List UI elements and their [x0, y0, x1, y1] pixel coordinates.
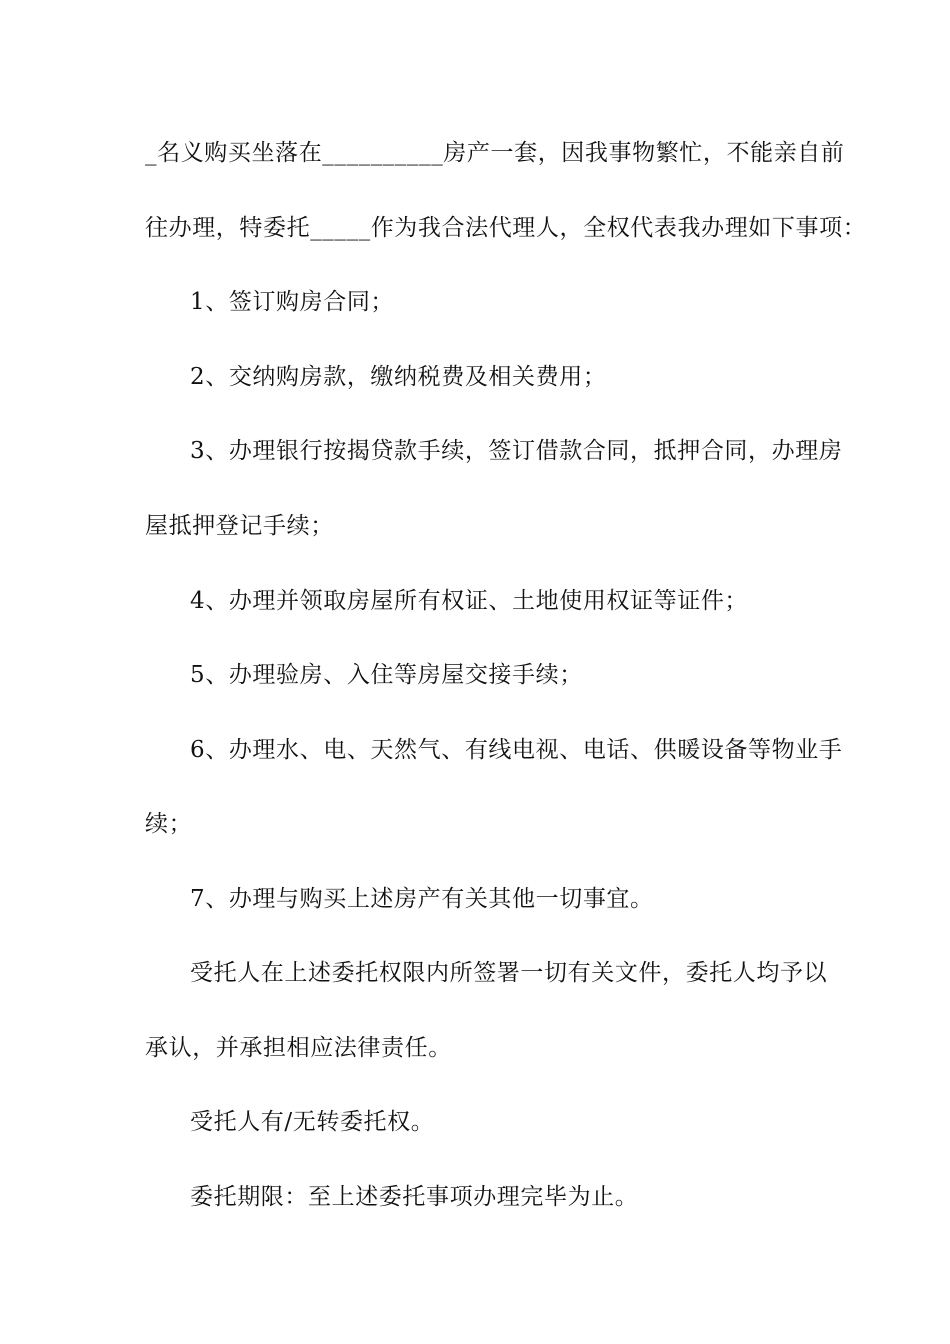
paragraph-line: 承认，并承担相应法律责任。: [145, 1035, 452, 1061]
list-item: 5、办理验房、入住等房屋交接手续；: [190, 662, 583, 688]
list-item: 3、办理银行按揭贷款手续，签订借款合同，抵押合同，办理房: [190, 438, 843, 464]
paragraph-line: 委托期限：至上述委托事项办理完毕为止。: [190, 1184, 639, 1210]
list-item-continuation: 续；: [145, 811, 193, 837]
list-item: 2、交纳购房款，缴纳税费及相关费用；: [190, 364, 607, 390]
list-item: 7、办理与购买上述房产有关其他一切事宜。: [190, 886, 654, 912]
list-item: 4、办理并领取房屋所有权证、土地使用权证等证件；: [190, 588, 749, 614]
paragraph-line: 往办理，特委托_____作为我合法代理人，全权代表我办理如下事项：: [145, 215, 867, 241]
paragraph-line: _名义购买坐落在__________房产一套，因我事物繁忙，不能亲自前: [145, 140, 845, 166]
list-item-continuation: 屋抵押登记手续；: [145, 513, 334, 539]
paragraph-line: 受托人有/无转委托权。: [190, 1109, 435, 1135]
list-item: 1、签订购房合同；: [190, 289, 395, 315]
paragraph-line: 受托人在上述委托权限内所签署一切有关文件，委托人均予以: [190, 960, 828, 986]
list-item: 6、办理水、电、天然气、有线电视、电话、供暖设备等物业手: [190, 737, 843, 763]
